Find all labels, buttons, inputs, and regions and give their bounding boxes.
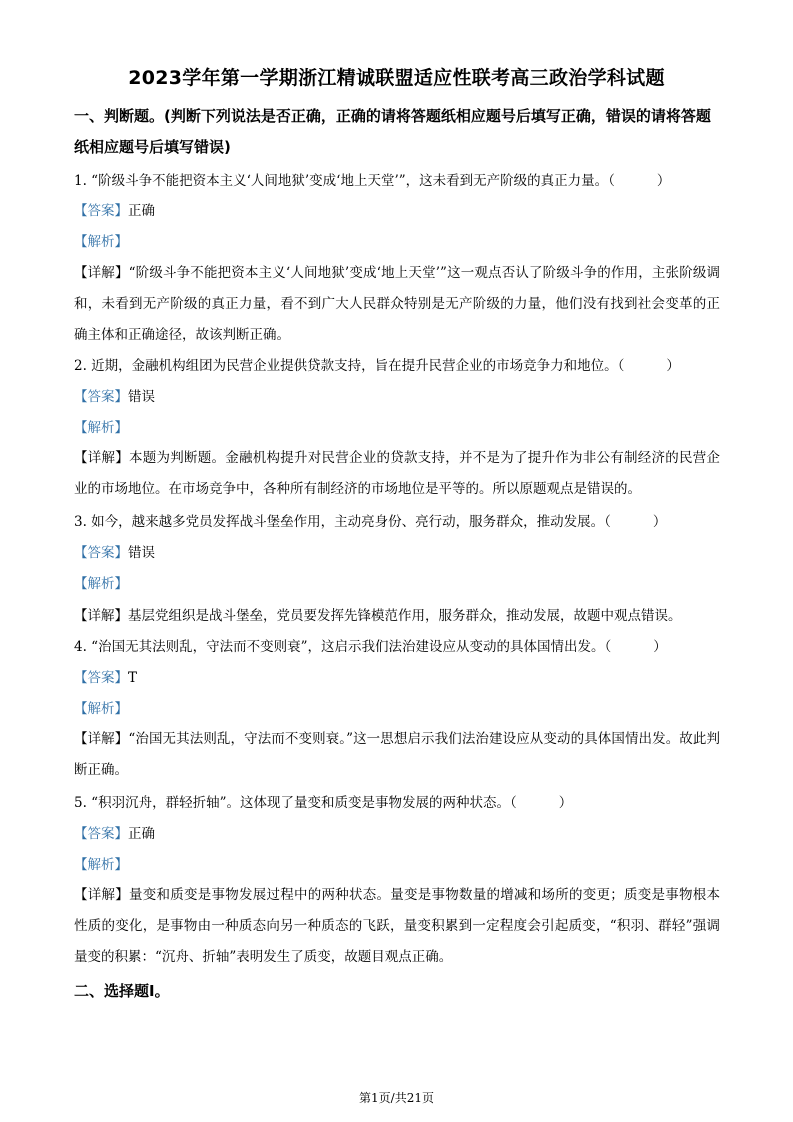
page-number: 第1页/共21页 bbox=[359, 1091, 434, 1105]
page-title: 2023学年第一学期浙江精诚联盟适应性联考高三政治学科试题 bbox=[128, 67, 665, 89]
answer-label: 【答案】 bbox=[74, 670, 128, 686]
answer-line-1 bbox=[74, 201, 724, 221]
answer-label: 【答案】 bbox=[74, 545, 128, 561]
answer-value-5: 正确 bbox=[128, 826, 155, 842]
question-stem-2: 2. 近期，金融机构组团为民营企业提供贷款支持，旨在提升民营企业的市场竞争力和地位。（ ） bbox=[74, 358, 680, 374]
question-stem-4: 4. “治国无其法则乱，守法而不变则衰”，这启示我们法治建设应从变动的具体国情出发。（ ） bbox=[74, 639, 667, 655]
answer-value-4: T bbox=[128, 670, 138, 686]
answer-label: 【答案】 bbox=[74, 826, 128, 842]
question-stem-5: 5. “积羽沉舟，群轻折轴”。这体现了量变和质变是事物发展的两种状态。（ ） bbox=[74, 795, 573, 811]
answer-value-1: 正确 bbox=[128, 203, 155, 219]
section-heading-judgment: 一、判断题。(判断下列说法是否正确，正确的请将答题纸相应题号后填写正确，错误的请将答题纸相应题号后填写错误) bbox=[74, 107, 711, 156]
question-stem-1: 1. “阶级斗争不能把资本主义‘人间地狱’变成‘地上天堂’”，这未看到无产阶级的真正力量。（ ） bbox=[74, 173, 671, 189]
analysis-label-4: 【解析】 bbox=[74, 701, 128, 717]
detail-paragraph-1: 【详解】“阶级斗争不能把资本主义‘人间地狱’变成‘地上天堂’”这一观点否认了阶级斗争的作用，主张阶级调和，未看到无产阶级的真正力量，看不到广大人民群众特别是无产阶级的力量，他们没有找到社会变革的正确主体和正确途径，故该判断正确。 bbox=[74, 265, 721, 343]
answer-line-4 bbox=[74, 668, 724, 688]
answer-line-5 bbox=[74, 824, 724, 844]
answer-line-3 bbox=[74, 543, 724, 563]
analysis-label-5: 【解析】 bbox=[74, 857, 128, 873]
answer-value-2: 错误 bbox=[128, 389, 155, 405]
section-heading-choice: 二、选择题Ⅰ。 bbox=[74, 982, 170, 1000]
answer-line-2 bbox=[74, 387, 724, 407]
answer-label: 【答案】 bbox=[74, 389, 128, 405]
question-stem-3: 3. 如今，越来越多党员发挥战斗堡垒作用，主动亮身份、亮行动，服务群众，推动发展。（ ） bbox=[74, 514, 667, 530]
detail-paragraph-3: 【详解】基层党组织是战斗堡垒，党员要发挥先锋模范作用，服务群众，推动发展，故题中观点错误。 bbox=[74, 608, 682, 624]
answer-label: 【答案】 bbox=[74, 203, 128, 219]
answer-value-3: 错误 bbox=[128, 545, 155, 561]
analysis-label-2: 【解析】 bbox=[74, 420, 128, 436]
analysis-label-3: 【解析】 bbox=[74, 576, 128, 592]
detail-paragraph-5: 【详解】量变和质变是事物发展过程中的两种状态。量变是事物数量的增减和场所的变更；质变是事物根本性质的变化，是事物由一种质态向另一种质态的飞跃，量变积累到一定程度会引起质变，“积羽、群轻”强调量变的积累：“沉舟、折轴”表明发生了质变，故题目观点正确。 bbox=[74, 887, 720, 965]
analysis-label-1: 【解析】 bbox=[74, 234, 128, 250]
detail-paragraph-4: 【详解】“治国无其法则乱，守法而不变则衰。”这一思想启示我们法治建设应从变动的具体国情出发。故此判断正确。 bbox=[74, 731, 720, 778]
detail-paragraph-2: 【详解】本题为判断题。金融机构提升对民营企业的贷款支持，并不是为了提升作为非公有制经济的民营企业的市场地位。在市场竞争中，各种所有制经济的市场地位是平等的。所以原题观点是错误的。 bbox=[74, 450, 720, 497]
